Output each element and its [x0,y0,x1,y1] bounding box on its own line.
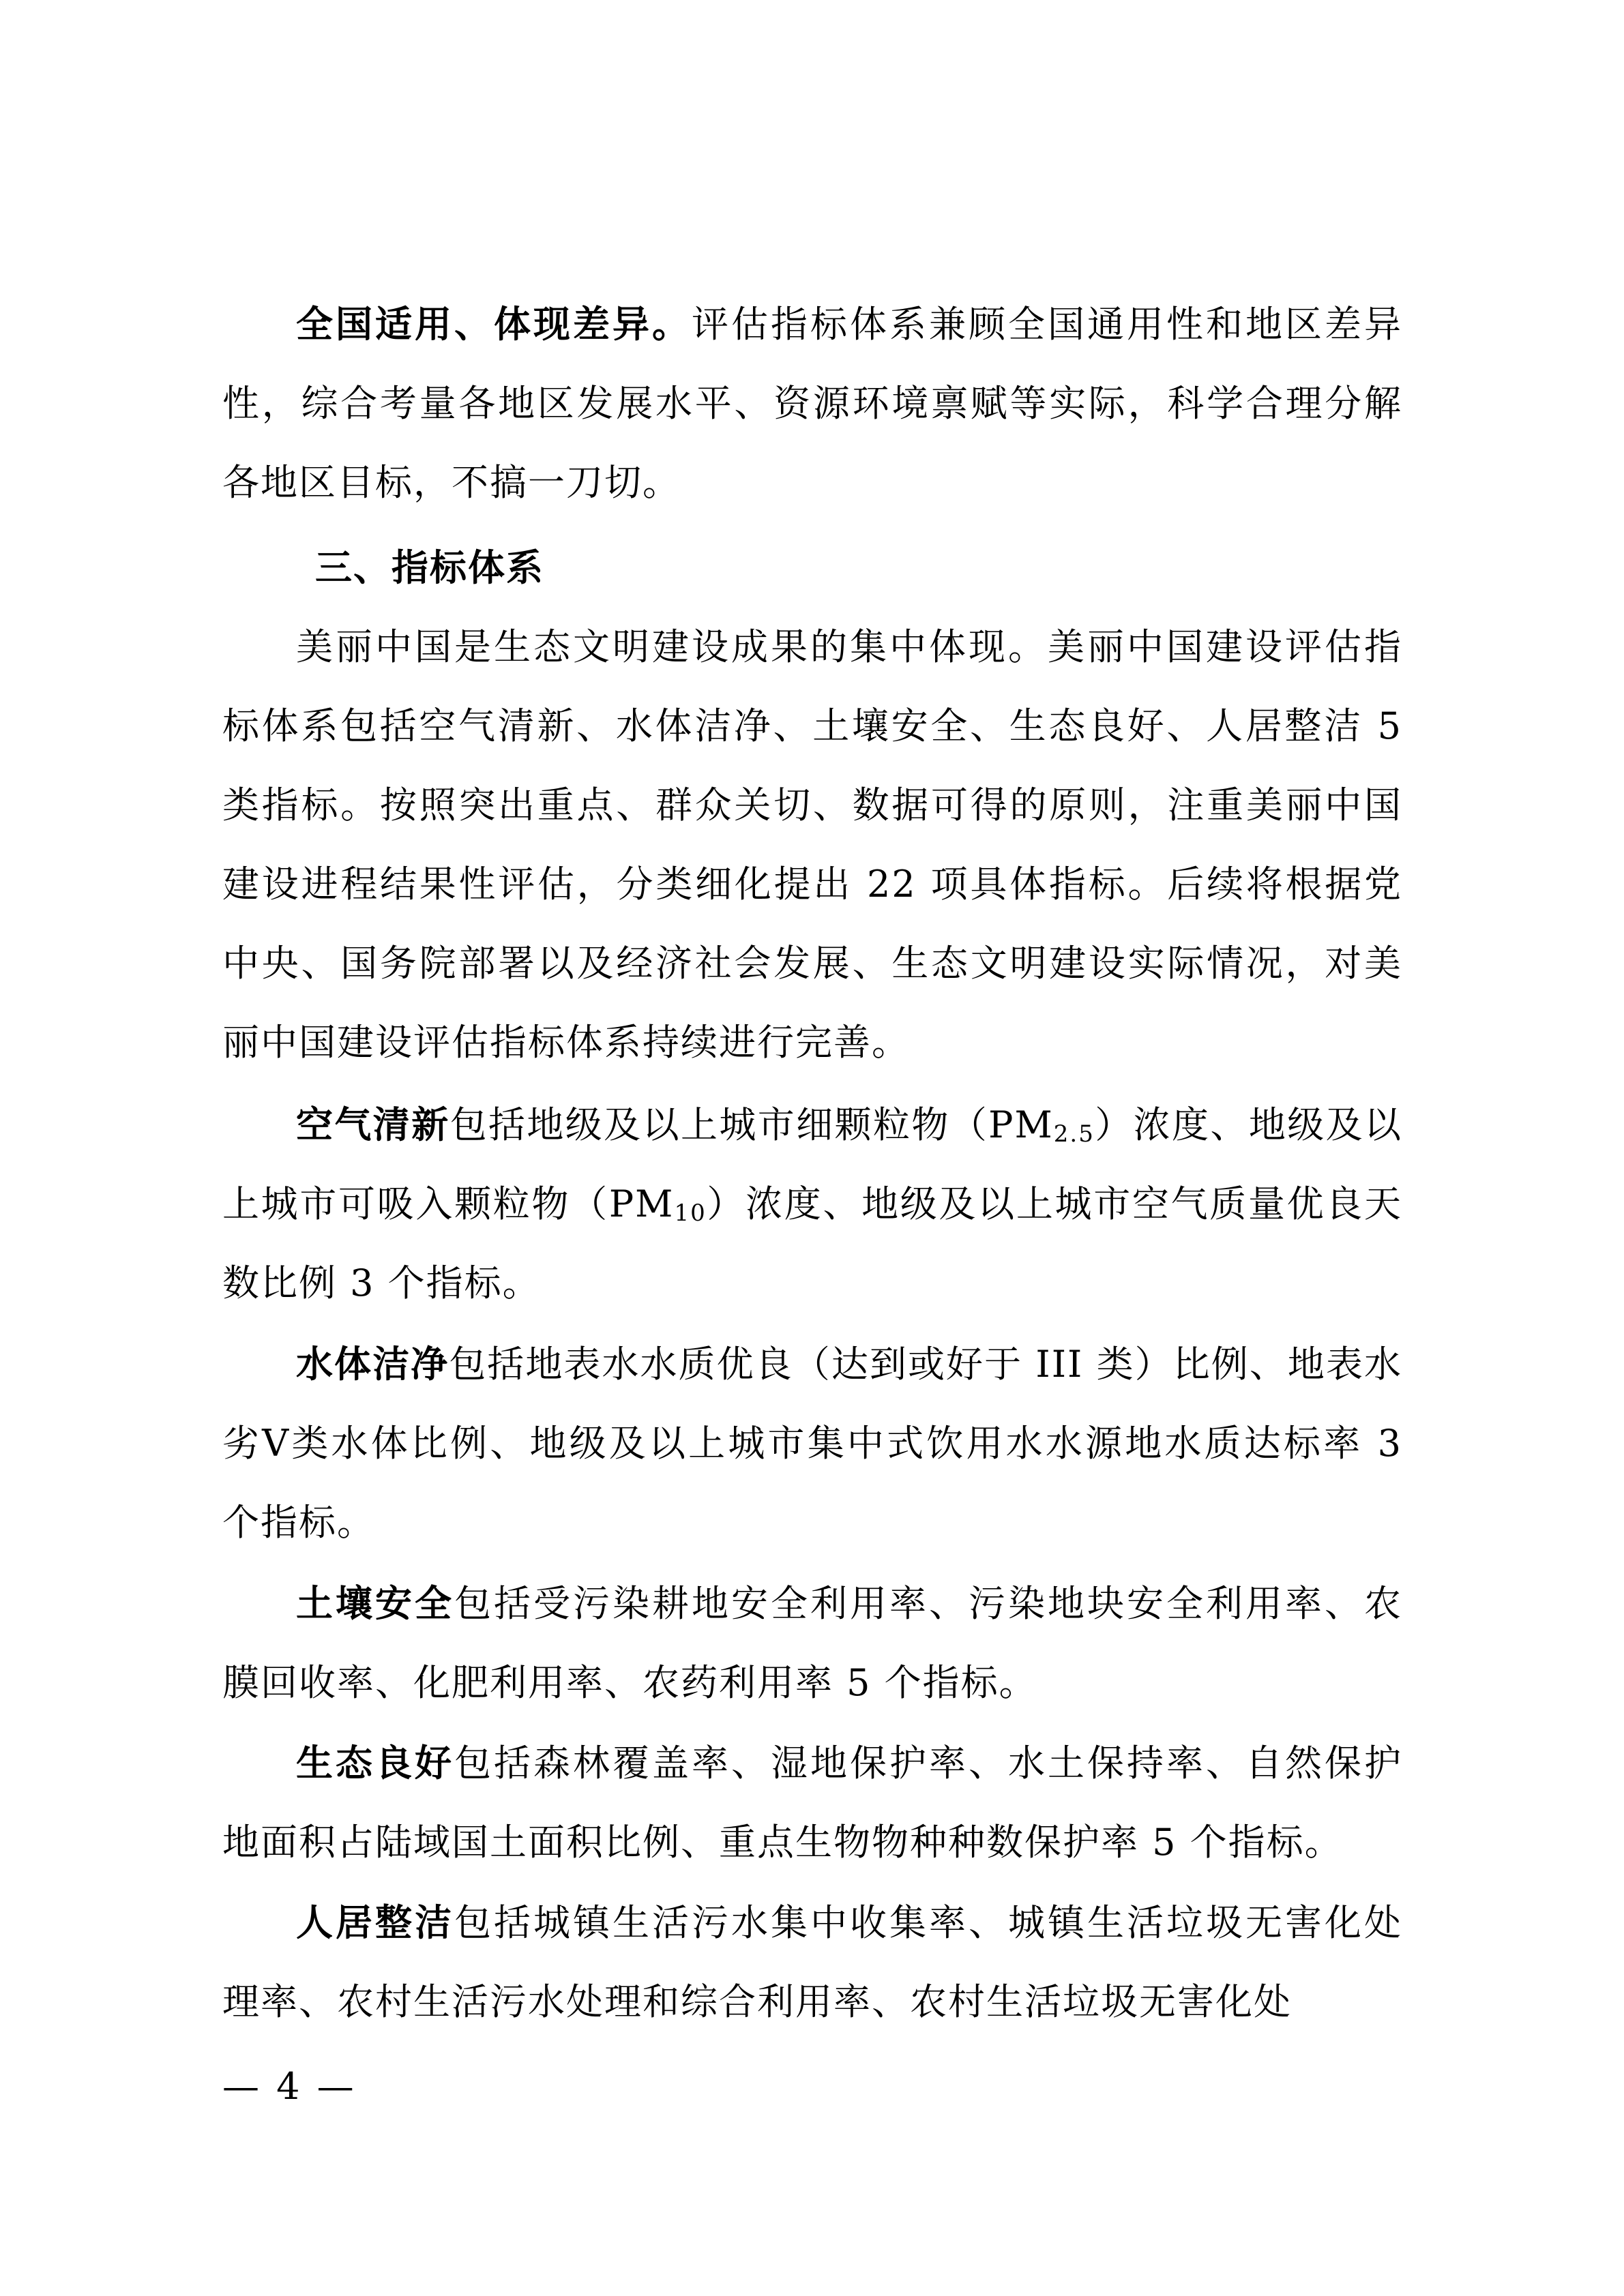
paragraph-living [222,1883,1402,2042]
paragraph-text: 包括受污染耕地安全利用率、污染地块安全利用率、农膜回收率、化肥利用率、农药利用率 5 个指标。 [222,1582,1402,1704]
paragraph-text: 评估指标体系兼顾全国通用性和地区差异性，综合考量各地区发展水平、资源环境禀赋等实际，科学合理分解各地区目标，不搞一刀切。 [222,303,1402,504]
page-number: — 4 — [222,2065,357,2108]
paragraph-air [222,1085,1402,1323]
paragraph-lead: 人居整洁 [296,1900,454,1944]
paragraph-intro [222,608,1402,1082]
paragraph-text: 包括地表水水质优良（达到或好于 III 类）比例、地表水劣Ⅴ类水体比例、地级及以上城市集中式饮用水水源地水质达标率 3 个指标。 [222,1343,1403,1544]
paragraph-lead: 水体洁净 [296,1342,449,1386]
paragraph-text: 包括地级及以上城市细颗粒物（PM [449,1103,1054,1146]
subscript: 10 [674,1199,707,1227]
section-heading: 三、指标体系 [315,546,544,589]
paragraph-lead: 全国适用、体现差异。 [296,302,692,346]
paragraph-ecology [222,1723,1402,1882]
paragraph-text: 包括森林覆盖率、湿地保护率、水土保持率、自然保护地面积占陆域国土面积比例、重点生物物种种数保护率 5 个指标。 [222,1742,1402,1864]
paragraph-soil [222,1564,1402,1723]
paragraph-text: 美丽中国是生态文明建设成果的集中体现。美丽中国建设评估指标体系包括空气清新、水体洁净、土壤安全、生态良好、人居整洁 5 类指标。按照突出重点、群众关切、数据可得的原则，注重美丽中国建设进程结果性评估，分类细化提出 22 项具体指标。后续将根据党中央、国务院部署以及经济社会发展、生态文明建设实际情况，对美丽中国建设评估指标体系持续进行完善。 [222,625,1402,1064]
paragraph-text: ）浓度、地级及以上城市空气质量优良天数比例 3 个指标。 [222,1182,1402,1304]
paragraph-lead: 生态良好 [296,1741,454,1785]
paragraph-water [222,1324,1402,1562]
paragraph-lead: 土壤安全 [296,1581,454,1625]
paragraph-text: 包括城镇生活污水集中收集率、城镇生活垃圾无害化处理率、农村生活污水处理和综合利用率、农村生活垃圾无害化处 [222,1901,1402,2023]
paragraph-lead: 空气清新 [296,1103,450,1146]
subscript: 2.5 [1053,1120,1095,1148]
paragraph-principle [222,284,1402,522]
paragraph-text: ）浓度、地级及以上城市可吸入颗粒物（PM [222,1103,1403,1225]
